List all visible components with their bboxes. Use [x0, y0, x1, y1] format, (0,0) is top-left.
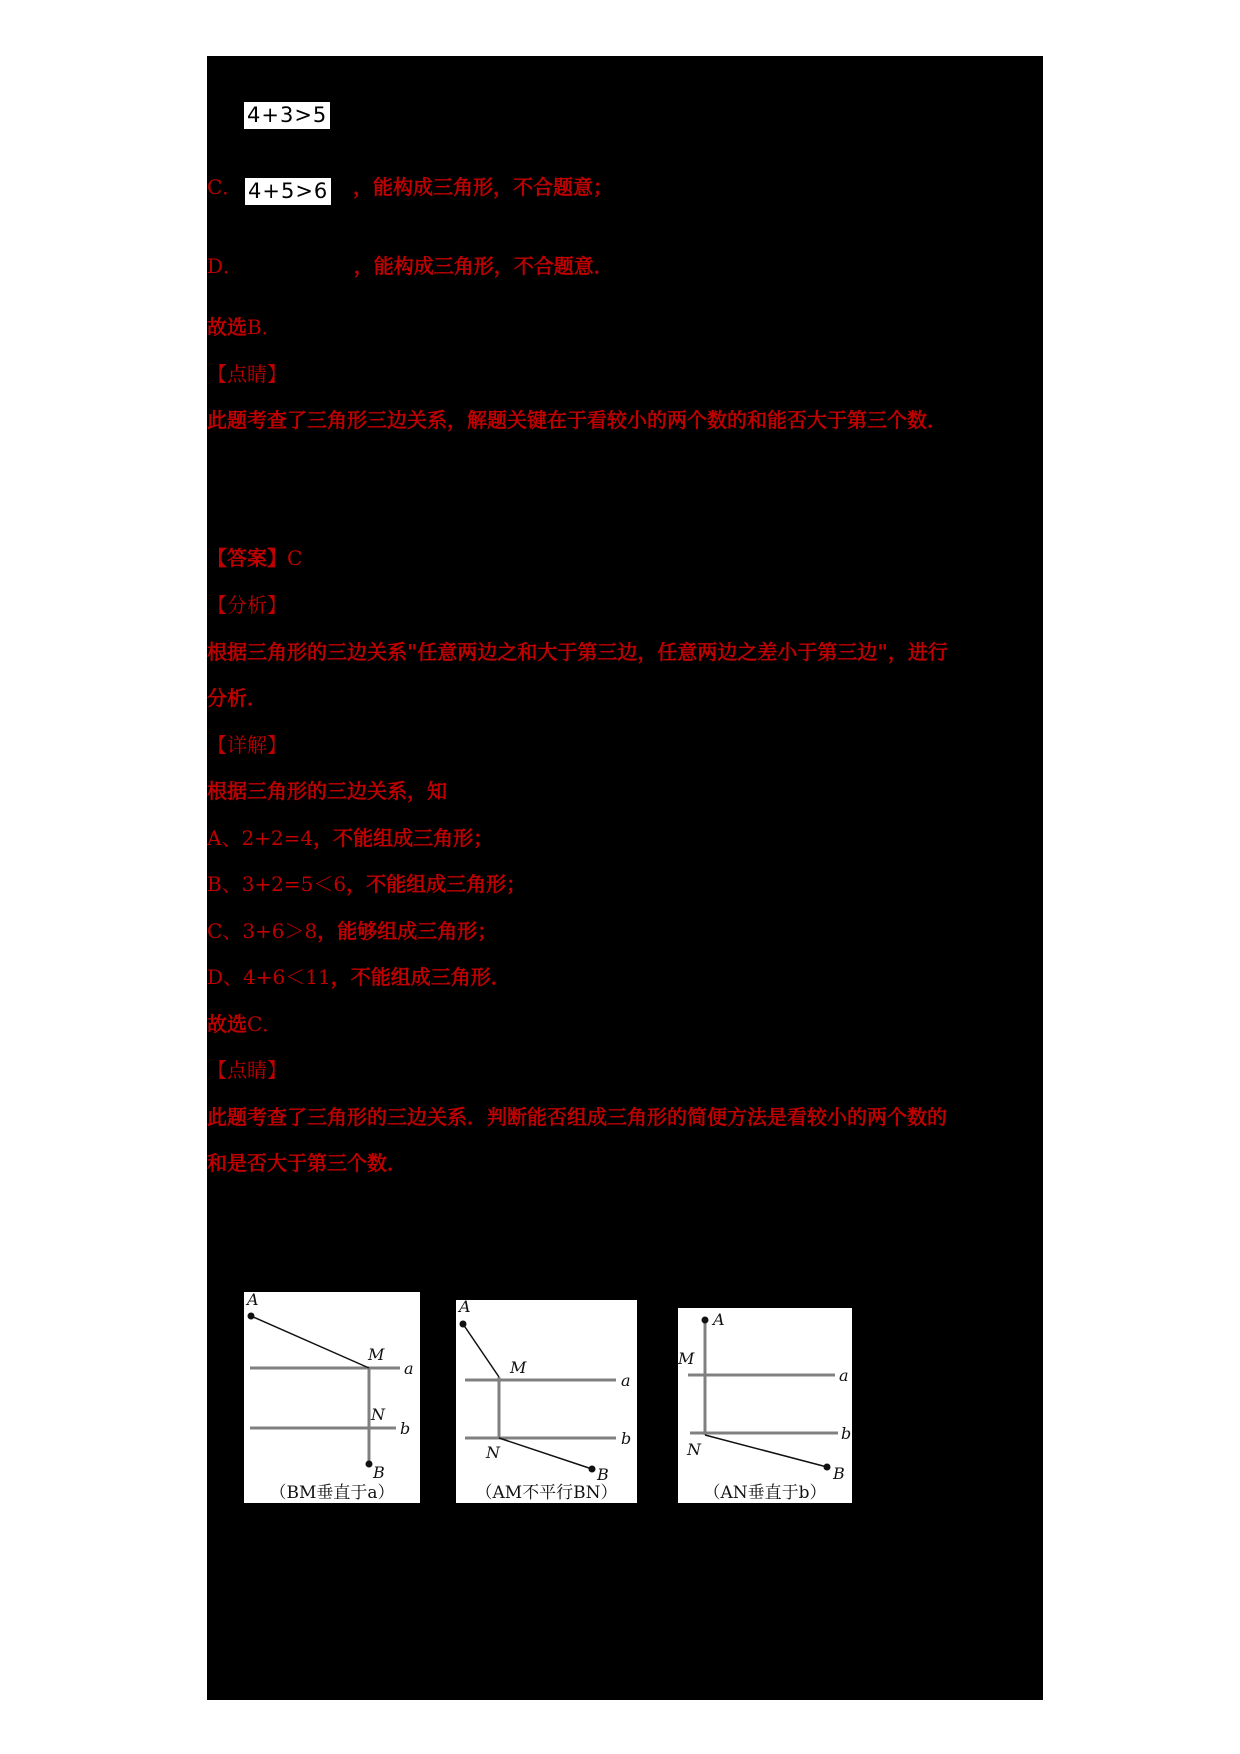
point-a-label: A [459, 1300, 471, 1316]
detail-item-text: ，能够组成三角形； [317, 919, 498, 943]
detail-item-expr: 4+6＜11 [243, 965, 331, 989]
option-d-label: D． [207, 254, 244, 278]
prev-choice-answer: B． [247, 315, 282, 339]
comment-line-2: 和是否大于第三个数． [207, 1151, 407, 1175]
figure-caption: （AM不平行BN） [475, 1483, 618, 1503]
detail-item-text: ，不能组成三角形． [330, 965, 511, 989]
option-d-text: ，能构成三角形，不合题意． [353, 254, 614, 278]
option-d-line [207, 253, 614, 279]
prev-comment-text: 此题考查了三角形三边关系，解题关键在于看较小的两个数的和能否大于第三个数． [207, 408, 947, 432]
figure-an-perpendicular-b [678, 1308, 852, 1503]
geometry-diagram-1 [244, 1292, 420, 1503]
geometry-diagram-3 [678, 1308, 852, 1503]
answer-value: C [287, 546, 303, 570]
comment-line-1: 此题考查了三角形的三边关系．判断能否组成三角形的简便方法是看较小的两个数的 [207, 1105, 947, 1129]
point-n-label: N [687, 1440, 701, 1459]
analysis-line-1: 根据三角形的三边关系"任意两边之和大于第三边，任意两边之差小于第三边"，进行 [207, 640, 948, 664]
prev-choice-line [207, 314, 282, 340]
document-page [207, 56, 1043, 1700]
option-c-label: C． [207, 175, 243, 199]
line-a-label: a [404, 1359, 414, 1378]
prev-choice-prefix: 故选 [207, 315, 247, 339]
detail-item-expr: 2+2=4 [241, 826, 314, 850]
detail-item-label: B、 [207, 872, 242, 896]
point-n-label: N [486, 1443, 500, 1462]
detail-item-c [207, 918, 497, 944]
line-a-label: a [621, 1371, 631, 1390]
point-m-label: M [510, 1358, 527, 1377]
line-a-label: a [839, 1366, 849, 1385]
detail-item-expr: 3+6＞8 [242, 919, 318, 943]
detail-item-text: ，不能组成三角形； [313, 826, 494, 850]
point-a-label: A [713, 1310, 725, 1329]
answer-heading: 【答案】 [207, 546, 287, 570]
line-b-label: b [841, 1424, 852, 1443]
figure-caption: （AN垂直于b） [703, 1483, 827, 1503]
detail-heading: 【详解】 [207, 733, 287, 757]
detail-item-label: C、 [207, 919, 243, 943]
analysis-line-2: 分析． [207, 686, 267, 710]
answer-line [207, 545, 302, 571]
line-b-label: b [621, 1429, 632, 1448]
analysis-heading: 【分析】 [207, 593, 287, 617]
point-n-label: N [371, 1405, 385, 1424]
option-c-formula: 4+3>5 [244, 102, 330, 129]
detail-item-a [207, 825, 493, 851]
detail-item-label: D、 [207, 965, 244, 989]
choice-prefix: 故选 [207, 1012, 247, 1036]
figure-caption: （BM垂直于a） [269, 1483, 395, 1503]
point-b-label: B [373, 1463, 385, 1482]
detail-intro: 根据三角形的三边关系，知 [207, 779, 447, 803]
line-b-label: b [400, 1419, 411, 1438]
geometry-diagram-2 [456, 1300, 637, 1503]
point-m-label: M [678, 1349, 695, 1368]
figure-bm-perpendicular-a [244, 1292, 420, 1503]
option-d-formula: 4+5>6 [245, 178, 331, 205]
point-a-label: A [247, 1292, 259, 1309]
detail-item-d [207, 964, 511, 990]
detail-item-b [207, 871, 526, 897]
choice-answer: C． [247, 1012, 283, 1036]
option-c-text: ，能构成三角形，不合题意； [353, 175, 614, 199]
comment-heading: 【点睛】 [207, 1058, 287, 1082]
choice-line [207, 1011, 282, 1037]
point-b-label: B [597, 1465, 609, 1484]
detail-item-label: A、 [207, 826, 242, 850]
detail-item-expr: 3+2=5＜6 [241, 872, 347, 896]
detail-item-text: ，不能组成三角形； [346, 872, 527, 896]
point-b-label: B [833, 1464, 845, 1483]
figure-am-not-parallel-bn [456, 1300, 637, 1503]
point-m-label: M [368, 1345, 385, 1364]
prev-comment-heading: 【点睛】 [207, 362, 287, 386]
